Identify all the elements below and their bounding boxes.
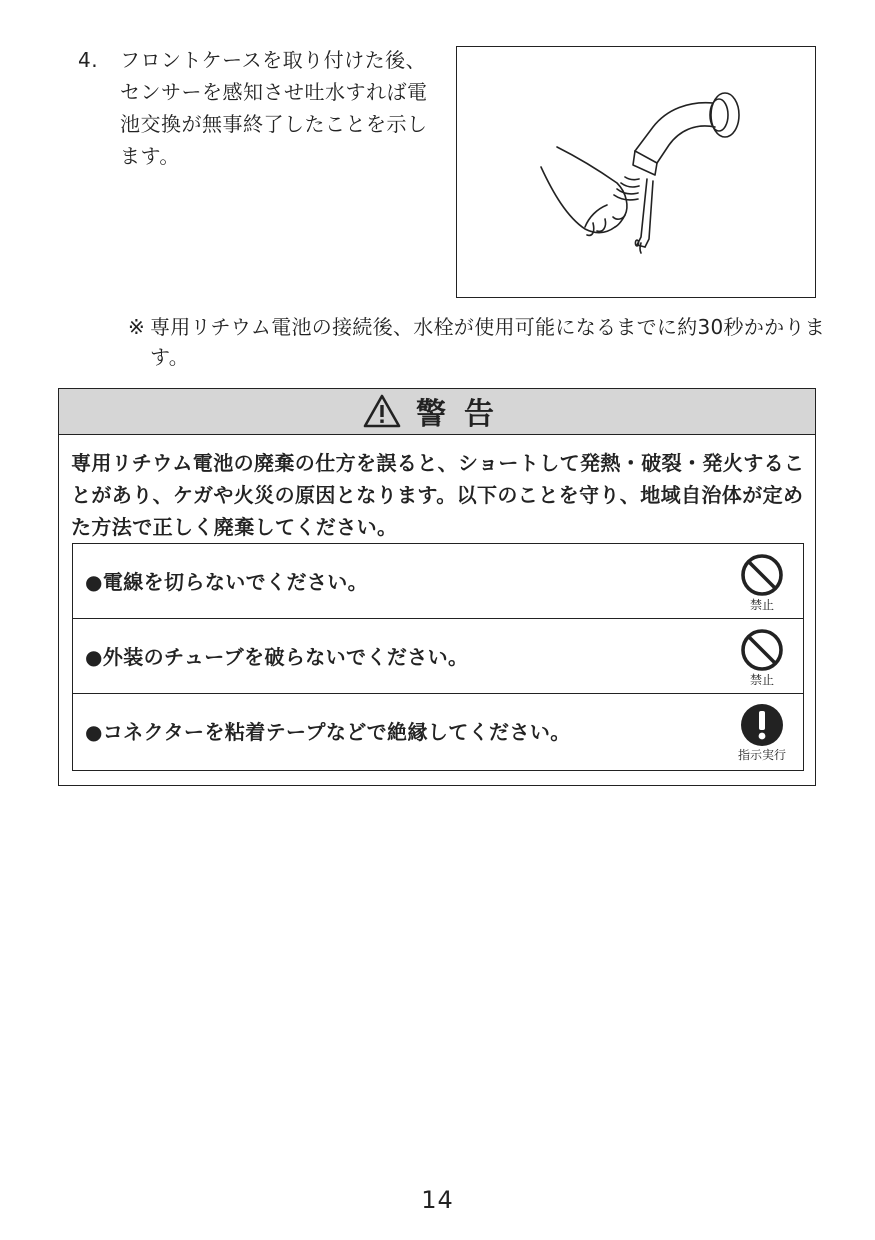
prohibition-icon xyxy=(739,552,785,598)
rule-text: ●外装のチューブを破らないでください。 xyxy=(85,645,469,669)
rule-text: ●電線を切らないでください。 xyxy=(85,570,369,594)
warning-body: 専用リチウム電池の廃棄の仕方を誤ると、ショートして発熱・破裂・発火することがあり、ケガや火災の原因となります。以下のことを守り、地域自治体が定めた方法で正しく廃棄してください。 xyxy=(71,451,805,539)
warning-triangle-icon xyxy=(362,393,402,429)
hand-under-faucet-drawing xyxy=(457,47,815,297)
warning-rules xyxy=(72,543,804,771)
warning-title: 警告 xyxy=(416,397,512,432)
warning-box xyxy=(58,388,816,786)
mandatory-action-symbol xyxy=(731,702,793,762)
step-text: フロントケースを取り付けた後、センサーを感知させ吐水すれば電池交換が無事終了したことを示します。 xyxy=(120,48,428,168)
prohibition-icon xyxy=(739,627,785,673)
note-text: 専用リチウム電池の接続後、水栓が使用可能になるまでに約30秒かかります。 xyxy=(150,315,826,369)
warning-header xyxy=(59,389,815,435)
prohibition-symbol xyxy=(731,552,793,612)
rule-insulate-connector xyxy=(73,694,803,770)
faucet-sensor-illustration xyxy=(456,46,816,298)
prohibition-symbol xyxy=(731,627,793,687)
prohibition-label: 禁止 xyxy=(749,598,774,612)
rule-text: ●コネクターを粘着テープなどで絶縁してください。 xyxy=(85,720,571,744)
prohibition-label: 禁止 xyxy=(749,673,774,687)
note-symbol: ※ xyxy=(128,315,146,339)
page-number: 14 xyxy=(421,1186,454,1214)
rule-do-not-cut-wires xyxy=(73,544,803,619)
rule-do-not-tear-tube xyxy=(73,619,803,694)
mandatory-action-label: 指示実行 xyxy=(737,748,786,762)
step-number: 4. xyxy=(78,48,99,72)
mandatory-action-icon xyxy=(739,702,785,748)
